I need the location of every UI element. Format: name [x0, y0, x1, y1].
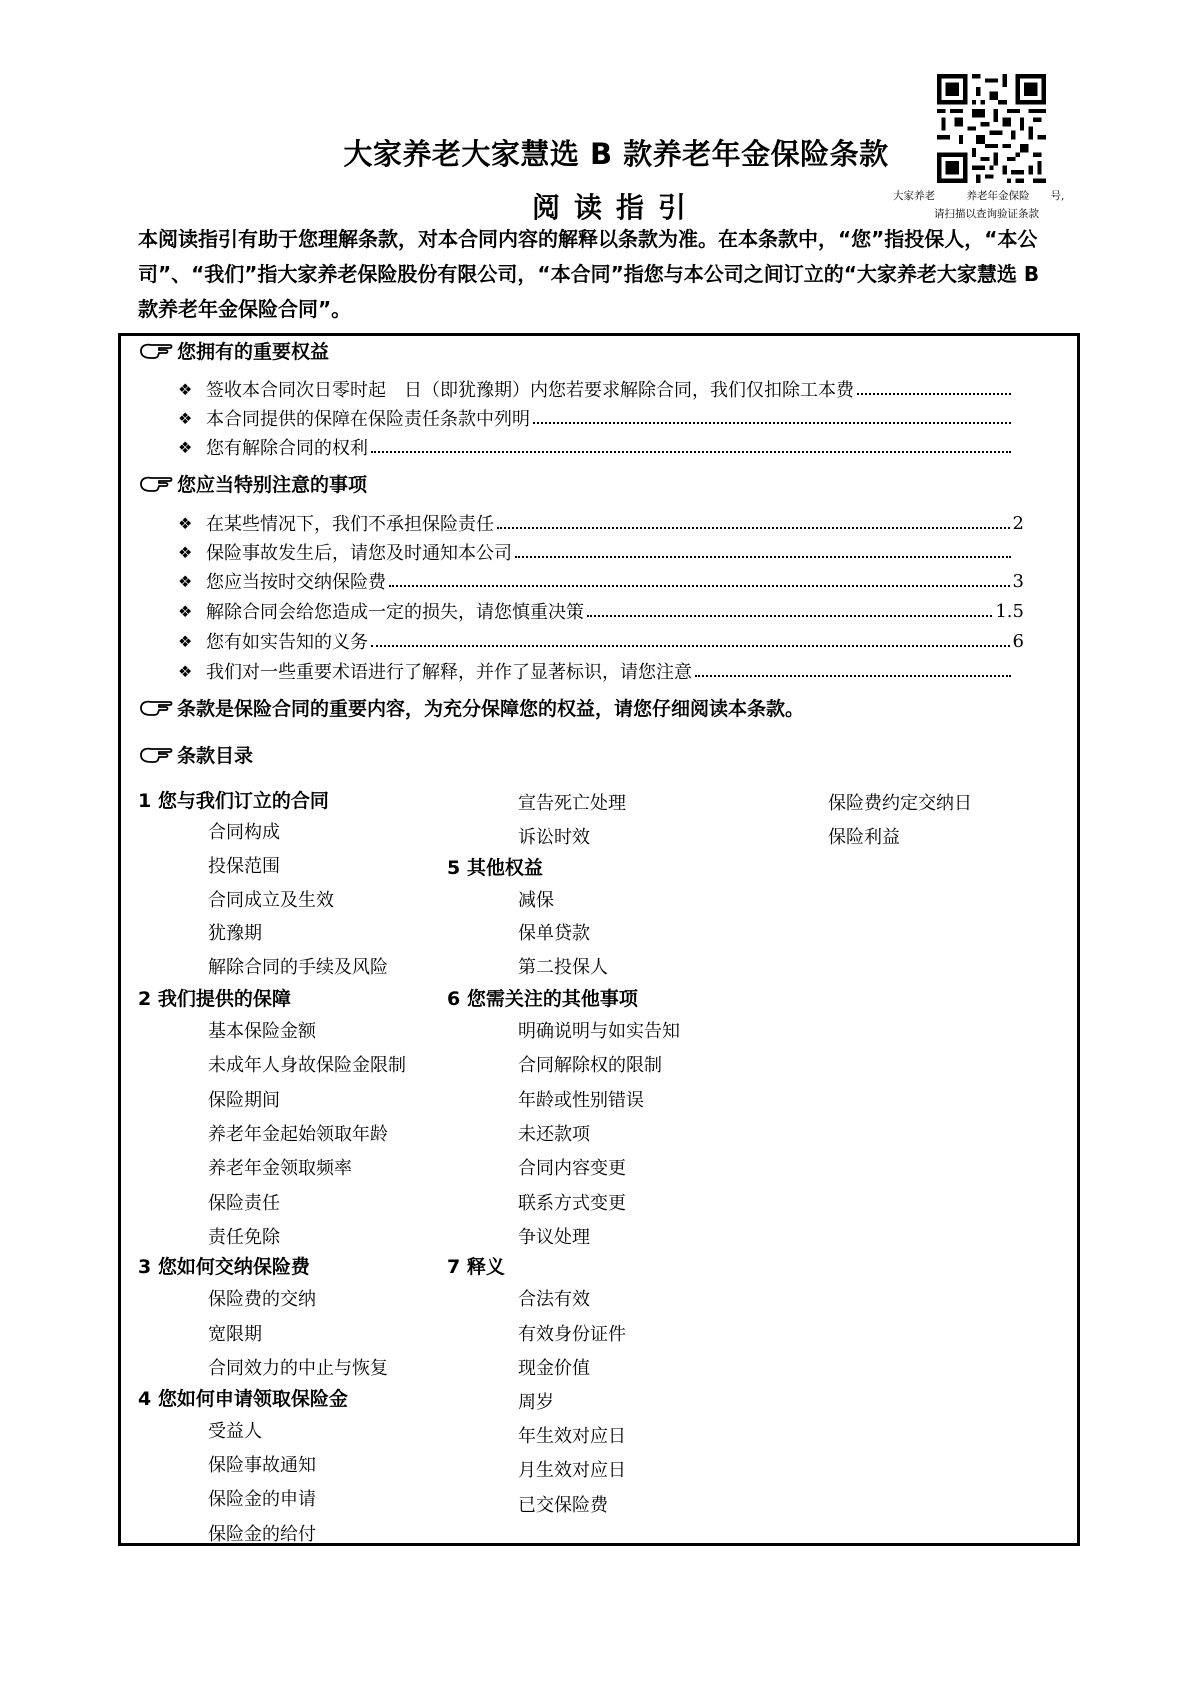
diamond-bullet-icon: ❖: [178, 571, 193, 591]
dot-leader: [497, 517, 1010, 529]
diamond-bullet-icon: ❖: [178, 379, 193, 399]
toc-item: 有效身份证件: [518, 1324, 626, 1345]
toc-item: 责任免除: [208, 1227, 280, 1248]
toc-chapter: 2 我们提供的保障: [138, 988, 291, 1010]
rights-item: ❖ 本合同提供的保障在保险责任条款中列明: [178, 405, 1024, 431]
toc-item: 合同成立及生效: [208, 890, 334, 911]
toc-item: 保险事故通知: [208, 1455, 316, 1476]
qr-caption-line2: 请扫描以查询验证条款: [934, 208, 1039, 220]
diamond-bullet-icon: ❖: [178, 408, 193, 428]
toc-item: 年龄或性别错误: [518, 1090, 644, 1111]
toc-item: 保险费的交纳: [208, 1289, 316, 1310]
dot-leader: [371, 635, 1010, 647]
toc-heading: [139, 741, 253, 768]
toc-item: 合法有效: [518, 1289, 590, 1310]
notice-item: ❖ 在某些情况下，我们不承担保险责任 2: [178, 512, 1024, 535]
toc-item: 合同效力的中止与恢复: [208, 1358, 388, 1379]
qr-code-icon: [937, 74, 1046, 183]
toc-item: 基本保险金额: [208, 1021, 316, 1042]
notice-heading-label: 您应当特别注意的事项: [177, 474, 368, 496]
toc-item: 解除合同的手续及风险: [208, 957, 388, 978]
diamond-bullet-icon: ❖: [178, 601, 193, 621]
toc-item: 月生效对应日: [518, 1460, 626, 1481]
toc-item: 第二投保人: [518, 957, 608, 978]
dot-leader: [389, 575, 1010, 587]
toc-item: 保险费约定交纳日: [828, 793, 972, 814]
toc-item: 联系方式变更: [518, 1193, 626, 1214]
notice-item: ❖ 您应当按时交纳保险费 3: [178, 570, 1024, 593]
toc-item: 合同构成: [208, 822, 280, 843]
diamond-bullet-icon: ❖: [178, 542, 193, 562]
toc-chapter: 3 您如何交纳保险费: [138, 1256, 310, 1278]
notice-heading: [139, 470, 367, 497]
dot-leader: [371, 441, 1011, 453]
toc-item: 年生效对应日: [518, 1426, 626, 1447]
rights-item: ❖ 签收本合同次日零时起 日（即犹豫期）内您若要求解除合同，我们仅扣除工本费: [178, 376, 1024, 402]
reading-guide-title: 阅读指引: [531, 191, 700, 224]
intro-paragraph: 本阅读指引有助于您理解条款，对本合同内容的解释以条款为准。在本条款中，“您”指投保人，“本公司”、“我们”指大家养老保险股份有限公司，“本合同”指您与本公司之间订立的“大家养老大家慧选 B 款养老年金保险合同”。: [138, 227, 1040, 321]
rights-heading: [139, 337, 329, 364]
pointing-hand-icon: [139, 698, 173, 718]
rights-heading-label: 您拥有的重要权益: [177, 341, 330, 363]
toc-item: 已交保险费: [518, 1495, 608, 1516]
toc-item: 宣告死亡处理: [518, 793, 626, 814]
notice-item: ❖ 解除合同会给您造成一定的损失，请您慎重决策 1.5: [178, 600, 1024, 623]
document-title: 大家养老大家慧选 B 款养老年金保险条款: [343, 137, 889, 171]
toc-item: 保单贷款: [518, 923, 590, 944]
toc-item: 诉讼时效: [518, 827, 590, 848]
toc-item: 未还款项: [518, 1124, 590, 1145]
toc-item: 保险期间: [208, 1090, 280, 1111]
toc-chapter: 5 其他权益: [447, 857, 543, 879]
rights-item: ❖ 您有解除合同的权利: [178, 434, 1024, 460]
toc-item: 减保: [518, 890, 554, 911]
toc-item: 犹豫期: [208, 923, 262, 944]
toc-item: 受益人: [208, 1421, 262, 1442]
pointing-hand-icon: [139, 745, 173, 765]
pointing-hand-icon: [139, 341, 173, 361]
toc-item: 合同内容变更: [518, 1158, 626, 1179]
dot-leader: [695, 665, 1011, 677]
toc-item: 保险责任: [208, 1193, 280, 1214]
diamond-bullet-icon: ❖: [178, 513, 193, 533]
toc-item: 未成年人身故保险金限制: [208, 1055, 406, 1076]
toc-item: 保险金的给付: [208, 1524, 316, 1545]
reminder-text: 条款是保险合同的重要内容，为充分保障您的权益，请您仔细阅读本条款。: [177, 698, 805, 720]
toc-chapter: 7 释义: [447, 1256, 505, 1278]
dot-leader: [857, 383, 1011, 395]
notice-item: ❖ 我们对一些重要术语进行了解释，并作了显著标识，请您注意: [178, 658, 1024, 684]
toc-heading-label: 条款目录: [177, 745, 254, 767]
toc-item: 养老年金起始领取年龄: [208, 1124, 388, 1145]
notice-item: ❖ 您有如实告知的义务 6: [178, 630, 1024, 653]
qr-caption-line1: 大家养老 养老年金保险 号,: [893, 190, 1065, 202]
toc-chapter: 6 您需关注的其他事项: [447, 988, 638, 1010]
toc-item: 合同解除权的限制: [518, 1055, 662, 1076]
toc-item: 养老年金领取频率: [208, 1158, 352, 1179]
pointing-hand-icon: [139, 474, 173, 494]
toc-item: 投保范围: [208, 856, 280, 877]
dot-leader: [587, 605, 992, 617]
toc-item: 争议处理: [518, 1227, 590, 1248]
toc-item: 保险金的申请: [208, 1489, 316, 1510]
toc-item: 宽限期: [208, 1324, 262, 1345]
toc-item: 保险利益: [828, 827, 900, 848]
dot-leader: [515, 546, 1011, 558]
toc-chapter: 1 您与我们订立的合同: [138, 790, 329, 812]
toc-item: 现金价值: [518, 1358, 590, 1379]
diamond-bullet-icon: ❖: [178, 631, 193, 651]
notice-item: ❖ 保险事故发生后，请您及时通知本公司: [178, 539, 1024, 565]
diamond-bullet-icon: ❖: [178, 661, 193, 681]
toc-item: 明确说明与如实告知: [518, 1021, 680, 1042]
toc-item: 周岁: [518, 1392, 554, 1413]
dot-leader: [533, 412, 1011, 424]
diamond-bullet-icon: ❖: [178, 437, 193, 457]
reminder-line: [139, 694, 804, 721]
toc-chapter: 4 您如何申请领取保险金: [138, 1388, 348, 1410]
